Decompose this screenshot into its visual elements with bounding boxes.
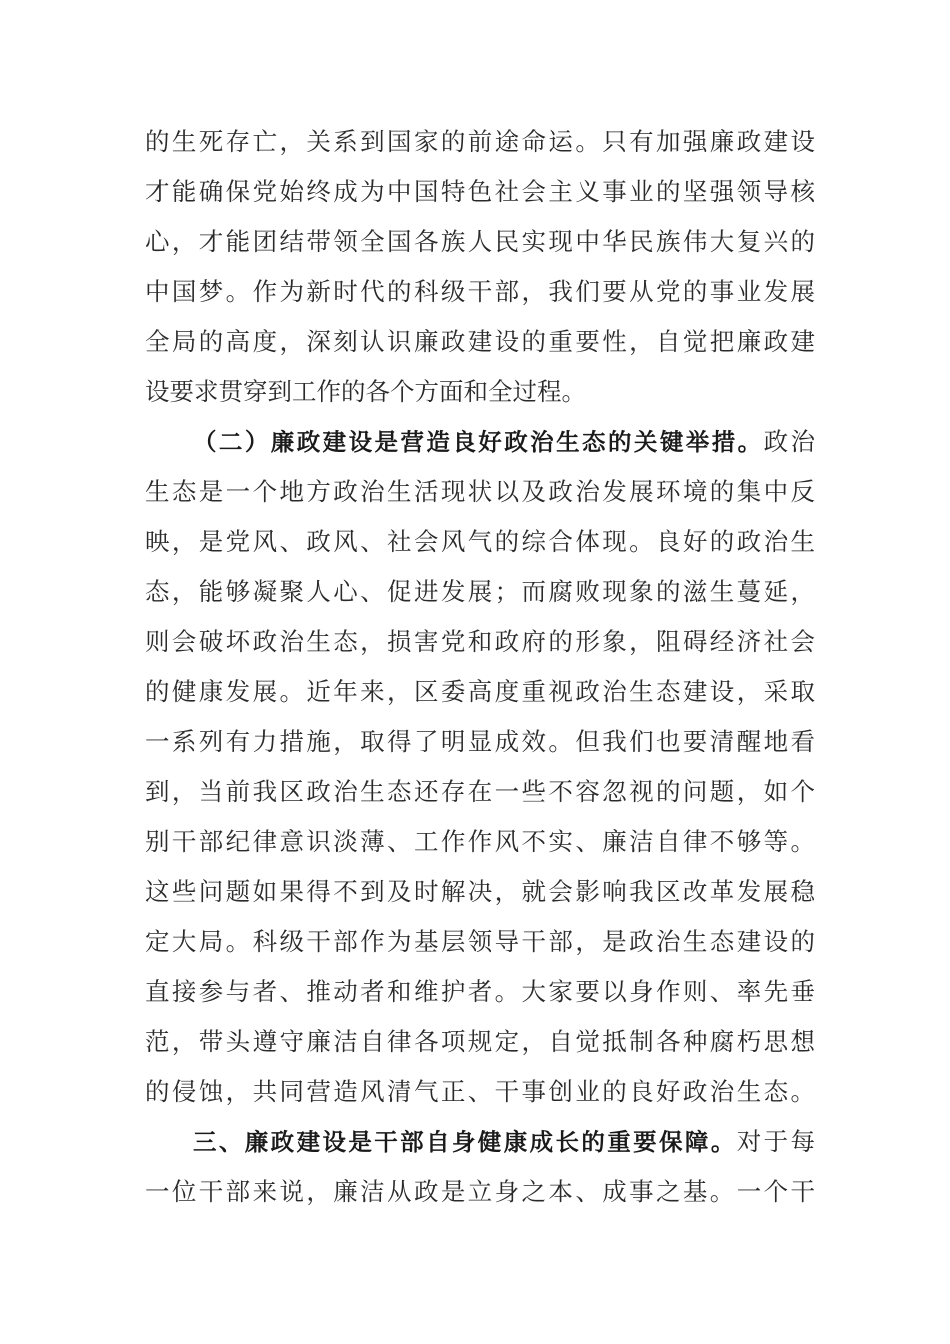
text-line: 才能确保党始终成为中国特色社会主义事业的坚强领导核	[145, 177, 815, 206]
text-run: 对于每	[736, 1127, 816, 1156]
text-line: 的健康发展。近年来，区委高度重视政治生态建设，采取	[145, 677, 815, 706]
section-heading: 三、廉政建设是干部自身健康成长的重要保障。	[193, 1128, 737, 1156]
text-line: 中国梦。作为新时代的科级干部，我们要从党的事业发展	[145, 277, 815, 306]
text-line: 则会破坏政治生态，损害党和政府的形象，阻碍经济社会	[145, 627, 815, 656]
subheading-line	[193, 422, 815, 462]
text-line: 的生死存亡，关系到国家的前途命运。只有加强廉政建设	[145, 127, 815, 156]
text-line: 一位干部来说，廉洁从政是立身之本、成事之基。一个干	[145, 1177, 815, 1206]
text-line: 生态是一个地方政治生活现状以及政治发展环境的集中反	[145, 477, 815, 506]
text-line: 态，能够凝聚人心、促进发展；而腐败现象的滋生蔓延，	[145, 577, 815, 606]
text-line: 设要求贯穿到工作的各个方面和全过程。	[145, 377, 586, 406]
text-line: 范，带头遵守廉洁自律各项规定，自觉抵制各种腐朽思想	[145, 1027, 815, 1056]
text-line: 别干部纪律意识淡薄、工作作风不实、廉洁自律不够等。	[145, 827, 815, 856]
text-line: 直接参与者、推动者和维护者。大家要以身作则、率先垂	[145, 977, 815, 1006]
subheading-line	[193, 1122, 815, 1162]
text-line: 心，才能团结带领全国各族人民实现中华民族伟大复兴的	[145, 227, 815, 256]
text-line: 这些问题如果得不到及时解决，就会影响我区改革发展稳	[145, 877, 815, 906]
text-line: 全局的高度，深刻认识廉政建设的重要性，自觉把廉政建	[145, 327, 815, 356]
text-line: 一系列有力措施，取得了明显成效。但我们也要清醒地看	[145, 727, 815, 756]
text-line: 到，当前我区政治生态还存在一些不容忽视的问题，如个	[145, 777, 815, 806]
text-line: 映，是党风、政风、社会风气的综合体现。良好的政治生	[145, 527, 815, 556]
text-line: 的侵蚀，共同营造风清气正、干事创业的良好政治生态。	[145, 1077, 815, 1106]
text-run: 政治	[763, 427, 816, 456]
text-line: 定大局。科级干部作为基层领导干部，是政治生态建设的	[145, 927, 815, 956]
section-heading: （二）廉政建设是营造良好政治生态的关键举措。	[193, 428, 764, 456]
